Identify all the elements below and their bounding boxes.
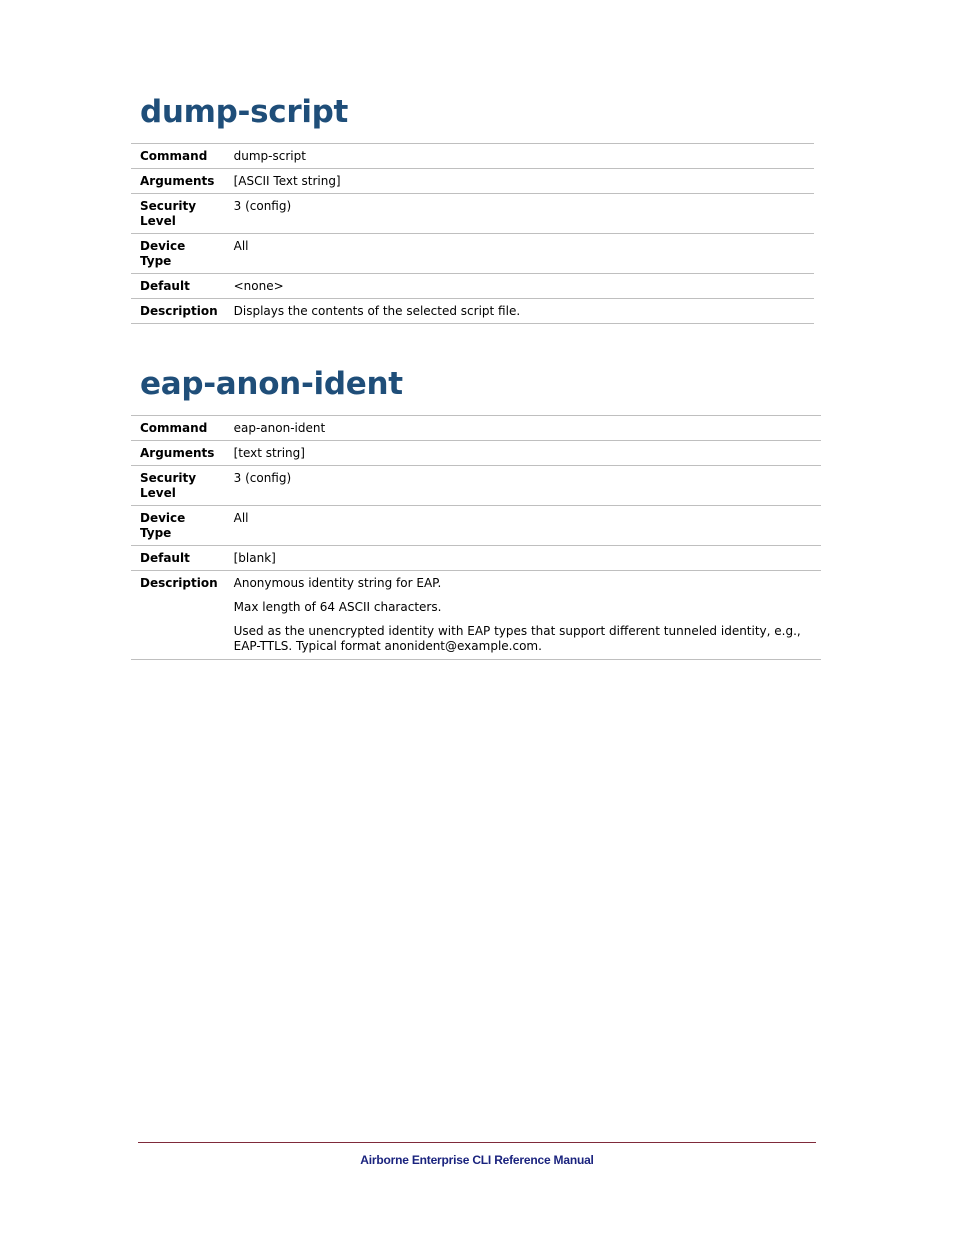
table-row bbox=[131, 194, 814, 234]
table-row bbox=[131, 416, 821, 441]
row-value: 3 (config) bbox=[233, 199, 292, 213]
row-value: Displays the contents of the selected script file. bbox=[233, 304, 521, 318]
row-label: Security Level bbox=[140, 471, 197, 500]
row-value: [text string] bbox=[233, 446, 305, 460]
footer-title: Airborne Enterprise CLI Reference Manual bbox=[360, 1153, 594, 1167]
row-label: Arguments bbox=[140, 174, 215, 188]
table-row bbox=[131, 571, 821, 660]
description-paragraph: Used as the unencrypted identity with EAP types that support different tunneled identity, e.g., EAP-TTLS. Typical format anonident@example.com. bbox=[233, 624, 801, 653]
table-row bbox=[131, 144, 814, 169]
table-row bbox=[131, 506, 821, 546]
footer-divider bbox=[138, 1142, 816, 1143]
section-title: dump-script bbox=[140, 94, 349, 130]
spec-table bbox=[131, 415, 821, 660]
row-value: dump-script bbox=[233, 149, 306, 163]
description-paragraph: Max length of 64 ASCII characters. bbox=[233, 600, 442, 614]
row-value: [ASCII Text string] bbox=[233, 174, 341, 188]
row-value: [blank] bbox=[233, 551, 276, 565]
section-dump-script bbox=[131, 94, 814, 324]
table-row bbox=[131, 299, 814, 324]
row-label: Command bbox=[140, 421, 208, 435]
row-label: Device Type bbox=[140, 239, 186, 268]
row-label: Arguments bbox=[140, 446, 215, 460]
row-value: All bbox=[233, 511, 249, 525]
row-label: Command bbox=[140, 149, 208, 163]
row-value: eap-anon-ident bbox=[233, 421, 326, 435]
row-value: All bbox=[233, 239, 249, 253]
table-row bbox=[131, 441, 821, 466]
row-value bbox=[226, 571, 821, 660]
row-label: Default bbox=[140, 551, 190, 565]
row-label: Description bbox=[140, 576, 218, 590]
table-row bbox=[131, 274, 814, 299]
row-label: Default bbox=[140, 279, 190, 293]
spec-table bbox=[131, 143, 814, 324]
section-eap-anon-ident bbox=[131, 366, 821, 660]
row-label: Device Type bbox=[140, 511, 186, 540]
table-row bbox=[131, 234, 814, 274]
table-row bbox=[131, 466, 821, 506]
row-value: <none> bbox=[233, 279, 284, 293]
row-label: Security Level bbox=[140, 199, 197, 228]
section-title: eap-anon-ident bbox=[140, 366, 403, 402]
description-paragraph: Anonymous identity string for EAP. bbox=[233, 576, 442, 590]
row-label: Description bbox=[140, 304, 218, 318]
table-row bbox=[131, 546, 821, 571]
table-row bbox=[131, 169, 814, 194]
row-value: 3 (config) bbox=[233, 471, 292, 485]
